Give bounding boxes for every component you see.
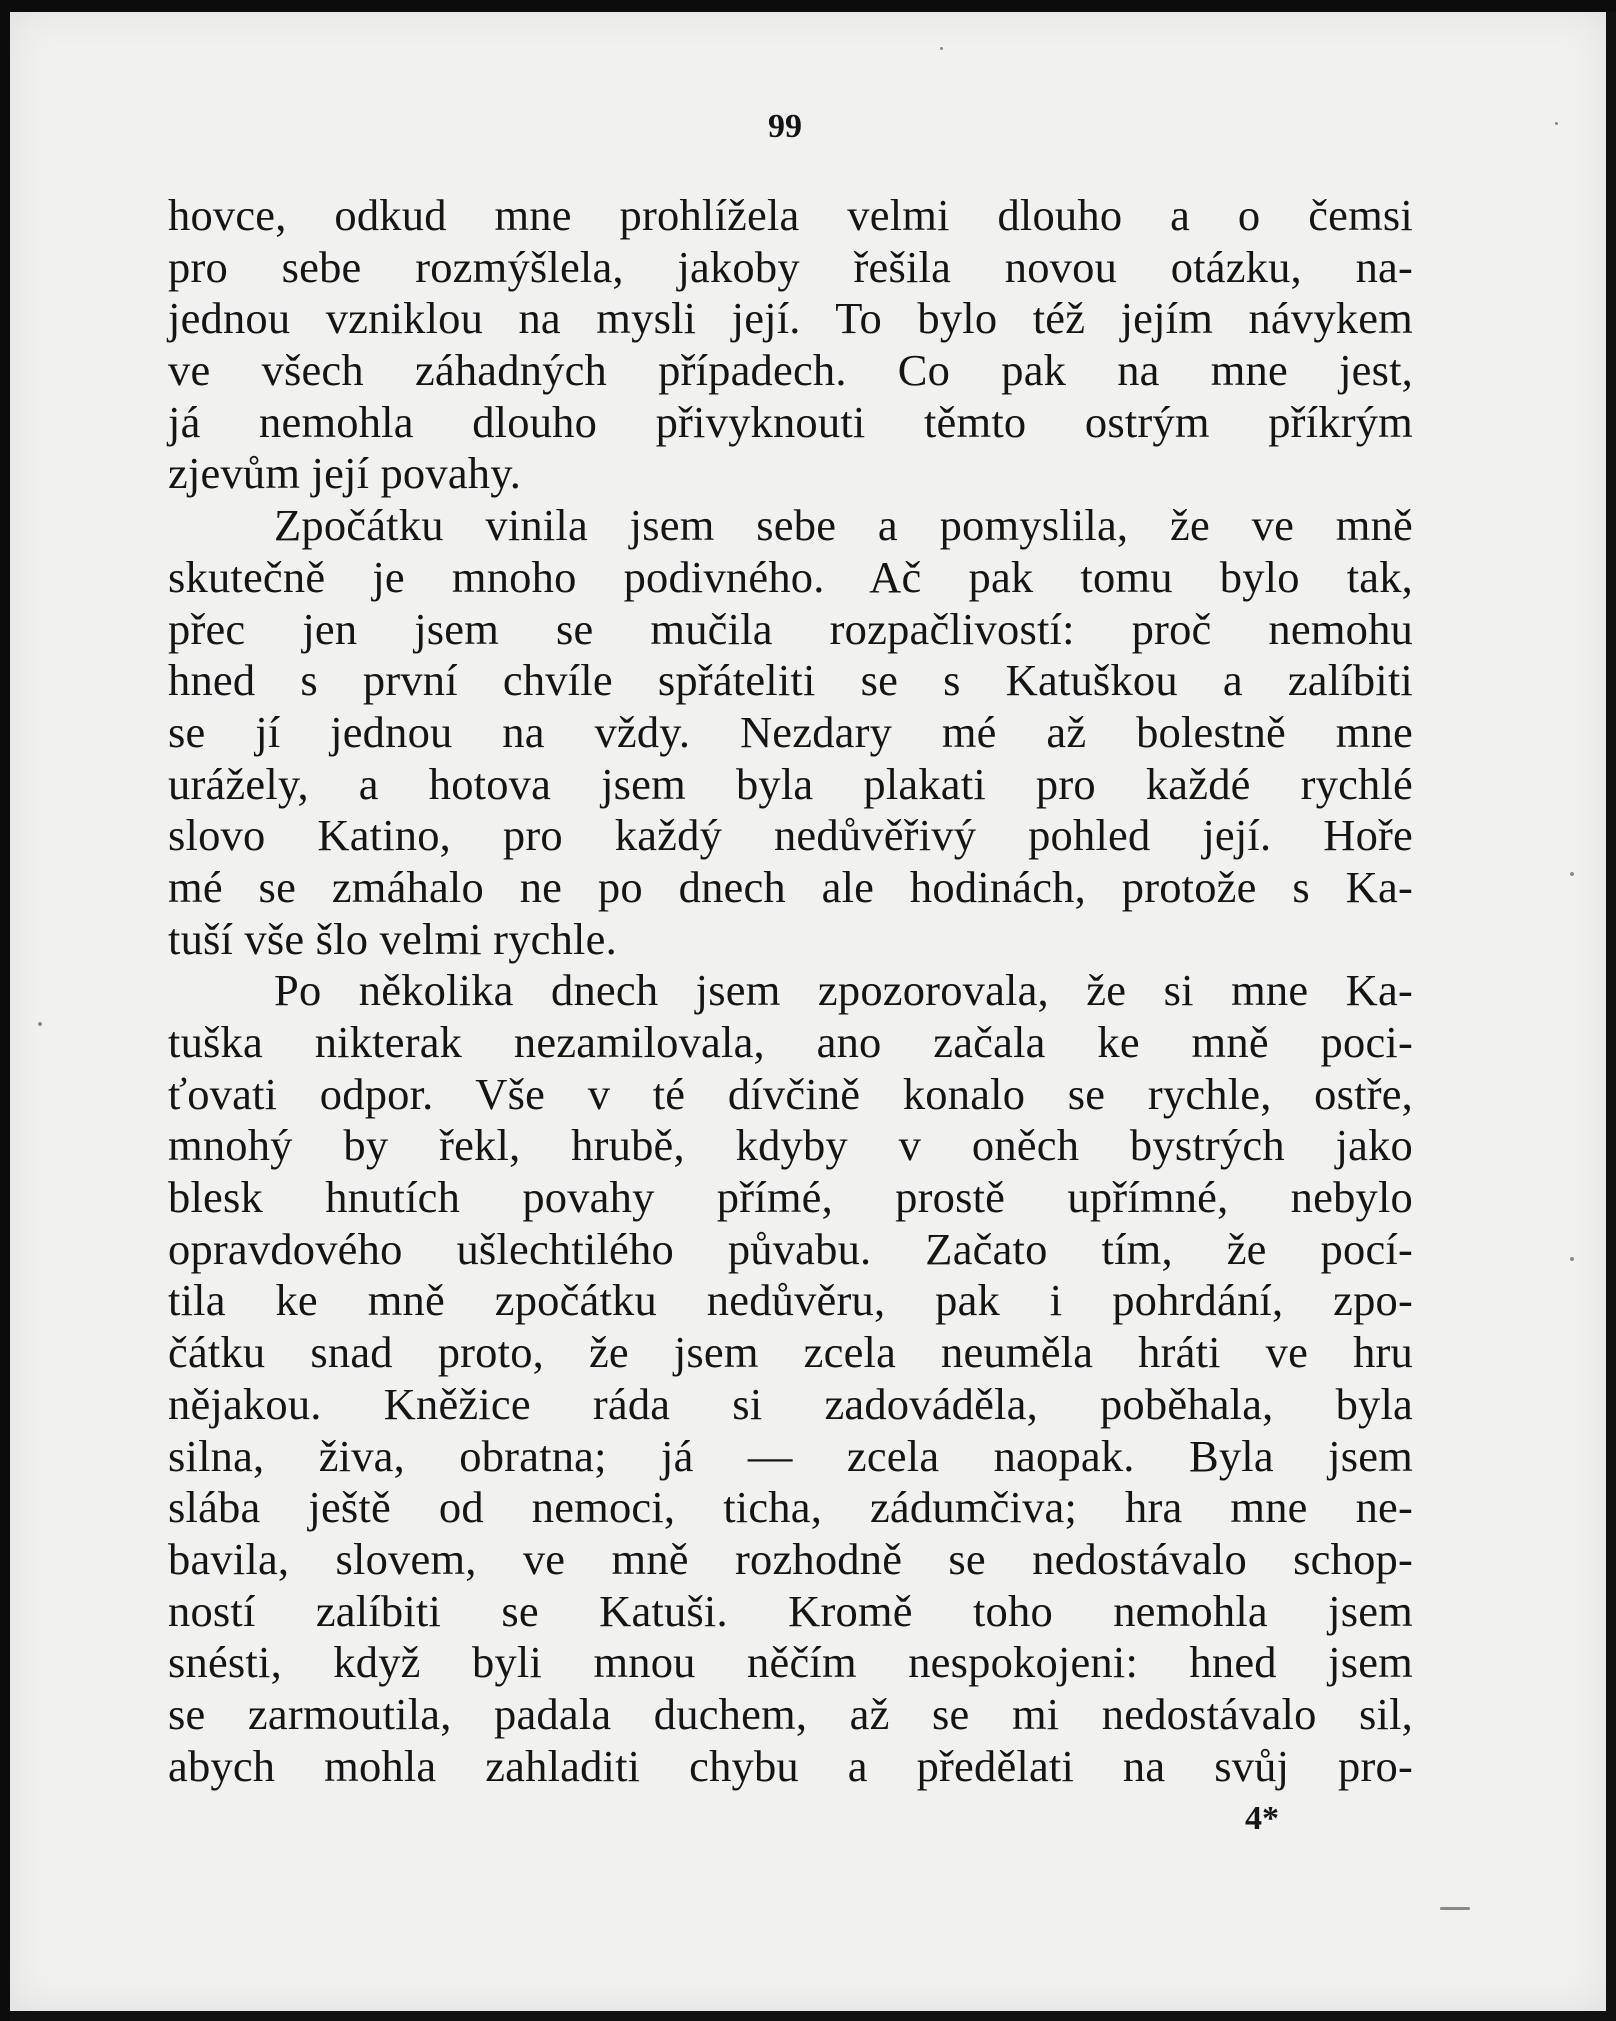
text-line: jednou vzniklou na mysli její. To bylo též jejím návykem [168,293,1413,344]
text-line: mé se zmáhalo ne po dnech ale hodinách, protože s Ka- [168,861,1413,912]
paper-speck [1570,872,1574,876]
text-line: tila ke mně zpočátku nedůvěru, pak i pohrdání, zpo- [168,1275,1413,1326]
text-line: opravdového ušlechtilého půvabu. Začato tím, že pocí- [168,1223,1413,1274]
text-line: slovo Katino, pro každý nedůvěřivý pohled její. Hoře [168,810,1413,861]
paper-speck [1440,1907,1470,1910]
text-line: čátku snad proto, že jsem zcela neuměla hráti ve hru [168,1327,1413,1378]
text-line: se jí jednou na vždy. Nezdary mé až bolestně mne [168,706,1413,757]
text-line: pro sebe rozmýšlela, jakoby řešila novou otázku, na- [168,241,1413,292]
text-line: hovce, odkud mne prohlížela velmi dlouho a o čemsi [168,190,1413,240]
text-line: nějakou. Kněžice ráda si zadováděla, poběhala, byla [168,1378,1413,1429]
body-text [168,190,1413,1792]
text-line: mnohý by řekl, hrubě, kdyby v oněch bystrých jako [168,1120,1413,1171]
paper-speck [1555,122,1558,125]
paper-speck [1570,1257,1574,1261]
text-line: ve všech záhadných případech. Co pak na mne jest, [168,345,1413,396]
text-line: abych mohla zahladiti chybu a předělati na svůj pro- [168,1740,1413,1791]
text-line: hned s první chvíle spřáteliti se s Katuškou a zalíbiti [168,655,1413,706]
text-line: tuší vše šlo velmi rychle. [168,913,617,964]
paper-speck [38,1022,42,1026]
text-line: zjevům její povahy. [168,448,522,499]
printer-signature-mark: 4* [1245,1800,1279,1837]
text-line: slába ještě od nemoci, ticha, zádumčiva; hra mne ne- [168,1482,1413,1533]
text-line: silna, živa, obratna; já — zcela naopak. Byla jsem [168,1430,1413,1481]
scan-top-border [0,0,1616,12]
text-line: bavila, slovem, ve mně rozhodně se nedostávalo schop- [168,1533,1413,1584]
text-line: přec jen jsem se mučila rozpačlivostí: proč nemohu [168,603,1413,654]
text-line: urážely, a hotova jsem byla plakati pro každé rychlé [168,758,1413,809]
paper-speck [940,47,943,50]
text-line: já nemohla dlouho přivyknouti těmto ostrým příkrým [168,396,1413,447]
text-line: ností zalíbiti se Katuši. Kromě toho nemohla jsem [168,1585,1413,1636]
text-line: blesk hnutích povahy přímé, prostě upřímné, nebylo [168,1172,1413,1223]
page-number: 99 [768,108,802,145]
scan-left-border [0,0,10,2021]
text-line: Po několika dnech jsem zpozorovala, že si mne Ka- [274,965,1413,1016]
text-line: tuška nikterak nezamilovala, ano začala ke mně poci- [168,1017,1413,1067]
text-line: ťovati odpor. Vše v té dívčině konalo se rychle, ostře, [168,1068,1413,1119]
text-line: skutečně je mnoho podivného. Ač pak tomu bylo tak, [168,551,1413,602]
text-line: se zarmoutila, padala duchem, až se mi nedostávalo sil, [168,1688,1413,1739]
text-line: Zpočátku vinila jsem sebe a pomyslila, že ve mně [274,500,1413,551]
text-line: snésti, když byli mnou něčím nespokojeni: hned jsem [168,1637,1413,1688]
